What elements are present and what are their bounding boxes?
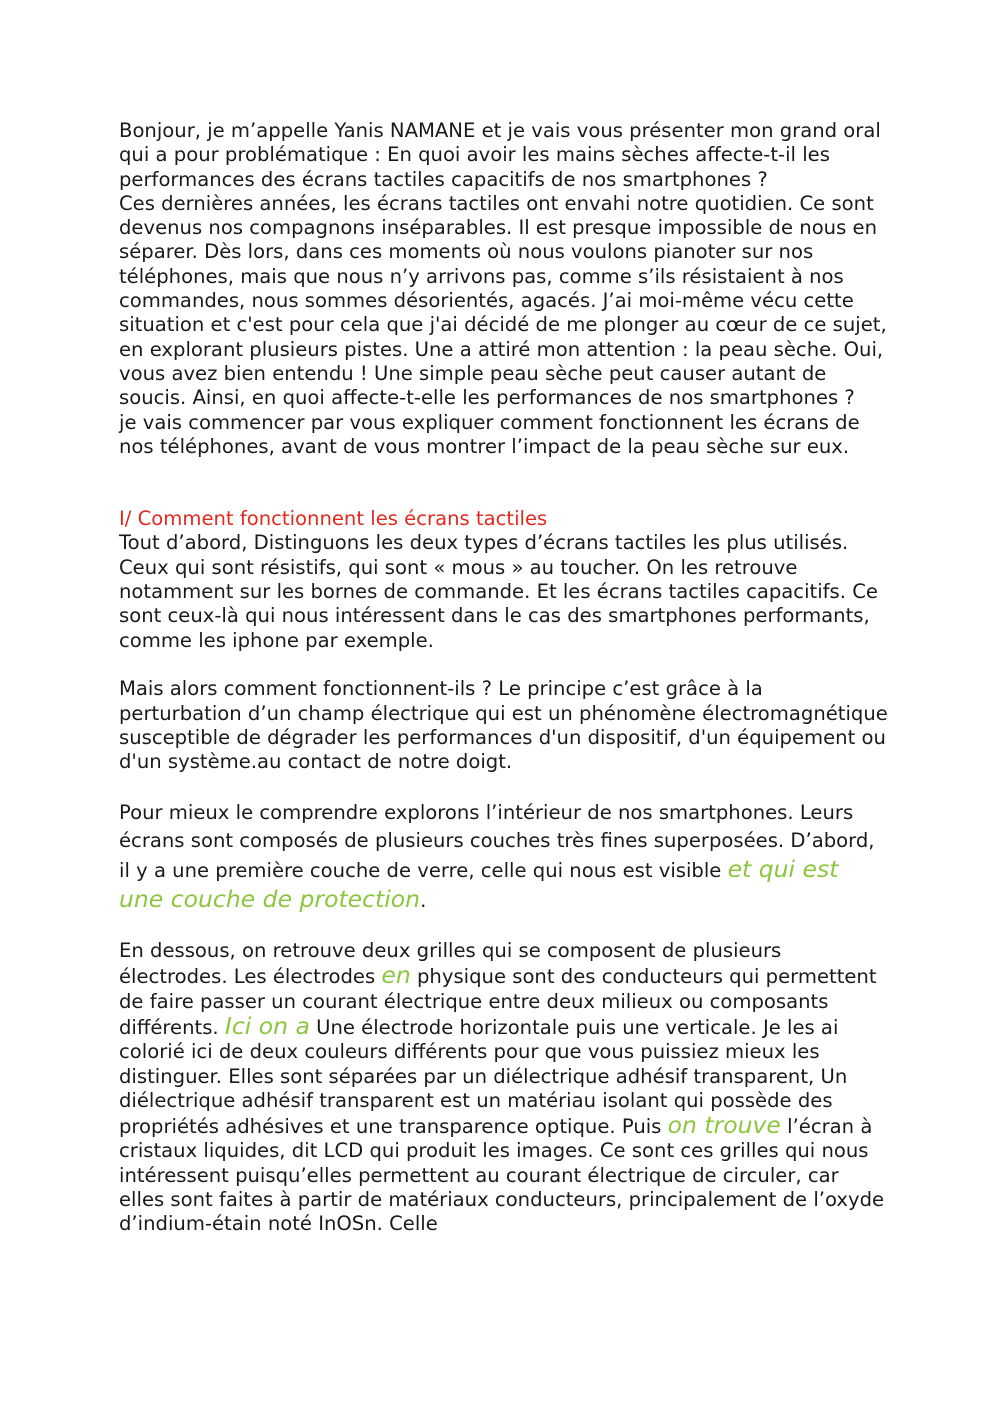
- spacer: [119, 459, 889, 507]
- paragraph-text: Une électrode horizontale puis une verticale. Je les ai colorié ici de deux couleurs différents pour que vous puissiez mieux les distinguer. Elles sont séparées par un diélectrique adhésif transparent, Un diélectrique adhésif transparent est un matériau isolant qui possède des propriétés adhésives et une transparence optique. Puis: [119, 1015, 848, 1139]
- paragraph-text: Pour mieux le comprendre explorons l’intérieur de nos smartphones. Leurs écrans sont composés de plusieurs couches très fines superposées. D’abord, il y a une première couche de verre, celle qui nous est visible: [119, 800, 875, 882]
- section-heading: I/ Comment fonctionnent les écrans tactiles: [119, 507, 548, 531]
- section-paragraph-3: [119, 799, 889, 915]
- paragraph-text: .: [420, 888, 427, 912]
- document-page: [119, 119, 889, 1237]
- highlighted-text: Ici on a: [224, 1011, 310, 1040]
- highlighted-text: en: [381, 961, 411, 990]
- paragraph-text: En dessous, on retrouve deux grilles qui se composent de plusieurs électrodes. Les électrodes: [119, 939, 782, 989]
- spacer: [119, 915, 889, 939]
- intro-paragraph-3: je vais commencer par vous expliquer comment fonctionnent les écrans de nos téléphones, avant de vous montrer l’impact de la peau sèche sur eux.: [119, 410, 860, 458]
- highlighted-text: on trouve: [667, 1111, 781, 1140]
- intro-paragraph-2: Ces dernières années, les écrans tactiles ont envahi notre quotidien. Ce sont devenus nos compagnons inséparables. Il est presque impossible de nous en séparer. Dès lors, dans ces moments où nous voulons pianoter sur nos téléphones, mais que nous n’y arrivons pas, comme s’ils résistaient à nos commandes, nous sommes désorientés, agacés. J’ai moi-même vécu cette situation et c'est pour cela que j'ai décidé de me plonger au cœur de ce sujet, en explorant plusieurs pistes. Une a attiré mon attention : la peau sèche. Oui, vous avez bien entendu ! Une simple peau sèche peut causer autant de soucis. Ainsi, en quoi affecte-t-elle les performances de nos smartphones ?: [119, 191, 887, 410]
- spacer: [119, 774, 889, 798]
- section-paragraph-2: Mais alors comment fonctionnent-ils ? Le principe c’est grâce à la perturbation d’un champ électrique qui est un phénomène électromagnétique susceptible de dégrader les performances d'un dispositif, d'un équipement ou d'un système.au contact de notre doigt.: [119, 677, 888, 774]
- paragraph-text: physique sont des conducteurs qui permettent de faire passer un courant électrique entre deux milieux ou composants différents.: [119, 965, 877, 1039]
- highlighted-text: et qui est une couche de protection: [119, 854, 839, 913]
- intro-paragraph-1: Bonjour, je m’appelle Yanis NAMANE et je vais vous présenter mon grand oral qui a pour problématique : En quoi avoir les mains sèches affecte-t-il les performances des écrans tactiles capacitifs de nos smartphones ?: [119, 119, 881, 191]
- spacer: [119, 653, 889, 677]
- paragraph-text: l’écran à cristaux liquides, dit LCD qui produit les images. Ce sont ces grilles qui nous intéressent puisqu’elles permettent au courant électrique de circuler, car elles sont faites à partir de matériaux conducteurs, principalement de l’oxyde d’indium-étain noté InOSn. Celle: [119, 1115, 885, 1236]
- section-paragraph-4: [119, 939, 889, 1237]
- section-paragraph-1: Tout d’abord, Distinguons les deux types d’écrans tactiles les plus utilisés. Ceux qui sont résistifs, qui sont « mous » au toucher. On les retrouve notamment sur les bornes de commande. Et les écrans tactiles capacitifs. Ce sont ceux-là qui nous intéressent dans le cas des smartphones performants, comme les iphone par exemple.: [119, 531, 878, 652]
